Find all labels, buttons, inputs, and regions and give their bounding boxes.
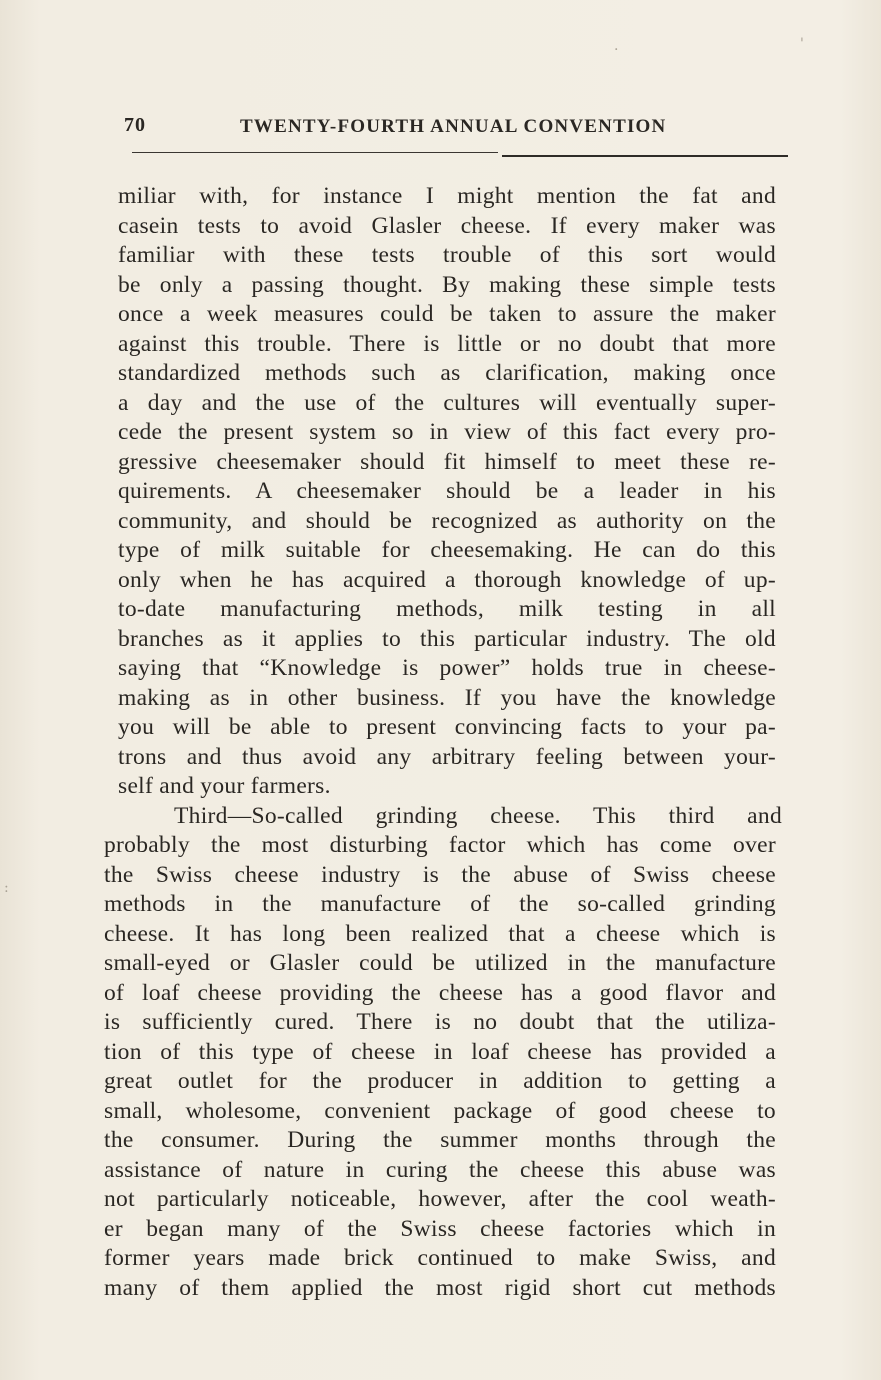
text-line: quirements. A cheesemaker should be a leader in his	[118, 478, 776, 504]
text-line: is sufficiently cured. There is no doubt that the utiliza-	[104, 1009, 776, 1035]
text-line: cheese. It has long been realized that a cheese which is	[104, 920, 776, 947]
text-line: standardized methods such as clarification, making once	[118, 360, 776, 386]
body-text	[104, 182, 794, 1303]
text-line: of loaf cheese providing the cheese has a good flavor and	[104, 979, 776, 1006]
text-line: probably the most disturbing factor which has come over	[104, 832, 776, 858]
paper-speck: .	[614, 38, 619, 54]
page-header	[124, 114, 788, 150]
text-line: gressive cheesemaker should fit himself to meet these re-	[118, 448, 776, 475]
text-line: only when he has acquired a thorough knowledge of up-	[118, 566, 776, 593]
text-line: familiar with these tests trouble of this sort would	[118, 242, 776, 268]
text-line: casein tests to avoid Glasler cheese. If every maker was	[118, 212, 776, 239]
paragraph-1	[104, 182, 794, 802]
text-line: self and your farmers.	[118, 773, 331, 799]
text-line: you will be able to present convincing facts to your pa-	[118, 714, 776, 740]
header-rule-right	[502, 155, 788, 157]
text-line: great outlet for the producer in addition to getting a	[104, 1068, 776, 1094]
page-number: 70	[124, 114, 146, 136]
text-line: small-eyed or Glasler could be utilized in the manufacture	[104, 950, 776, 976]
text-line: small, wholesome, convenient package of good cheese to	[104, 1097, 776, 1124]
text-line: the consumer. During the summer months through the	[104, 1127, 776, 1153]
header-rule-left	[132, 152, 498, 153]
text-line: trons and thus avoid any arbitrary feeling between your-	[118, 743, 776, 770]
text-line: former years made brick continued to make Swiss, and	[104, 1245, 776, 1271]
text-line: cede the present system so in view of this fact every pro-	[118, 419, 776, 445]
text-line: be only a passing thought. By making these simple tests	[118, 271, 776, 298]
text-line: many of them applied the most rigid short cut methods	[104, 1274, 776, 1301]
text-line: tion of this type of cheese in loaf cheese has provided a	[104, 1038, 776, 1065]
paper-speck: '	[800, 36, 804, 52]
text-line: once a week measures could be taken to assure the maker	[118, 301, 776, 327]
text-line: er began many of the Swiss cheese factories which in	[104, 1215, 776, 1242]
text-line: not particularly noticeable, however, after the cool weath-	[104, 1186, 776, 1212]
text-line: saying that “Knowledge is power” holds true in cheese-	[118, 655, 776, 681]
text-line: methods in the manufacture of the so-called grinding	[104, 891, 776, 917]
text-line: branches as it applies to this particular industry. The old	[118, 625, 776, 652]
text-line: the Swiss cheese industry is the abuse of Swiss cheese	[104, 861, 776, 888]
text-line: miliar with, for instance I might mention the fat and	[118, 183, 776, 209]
text-line: to-date manufacturing methods, milk testing in all	[118, 596, 776, 622]
text-line: community, and should be recognized as authority on the	[118, 507, 776, 534]
text-line: a day and the use of the cultures will eventually super-	[118, 389, 776, 416]
paper-speck: :	[4, 880, 9, 896]
text-line: making as in other business. If you have the knowledge	[118, 684, 776, 711]
running-head: TWENTY-FOURTH ANNUAL CONVENTION	[240, 116, 667, 137]
text-line: Third—So-called grinding cheese. This third and	[174, 802, 782, 829]
text-line: type of milk suitable for cheesemaking. He can do this	[118, 537, 776, 563]
paragraph-2	[104, 802, 794, 1304]
text-line: against this trouble. There is little or no doubt that more	[118, 330, 776, 357]
text-line: assistance of nature in curing the cheese this abuse was	[104, 1156, 776, 1183]
